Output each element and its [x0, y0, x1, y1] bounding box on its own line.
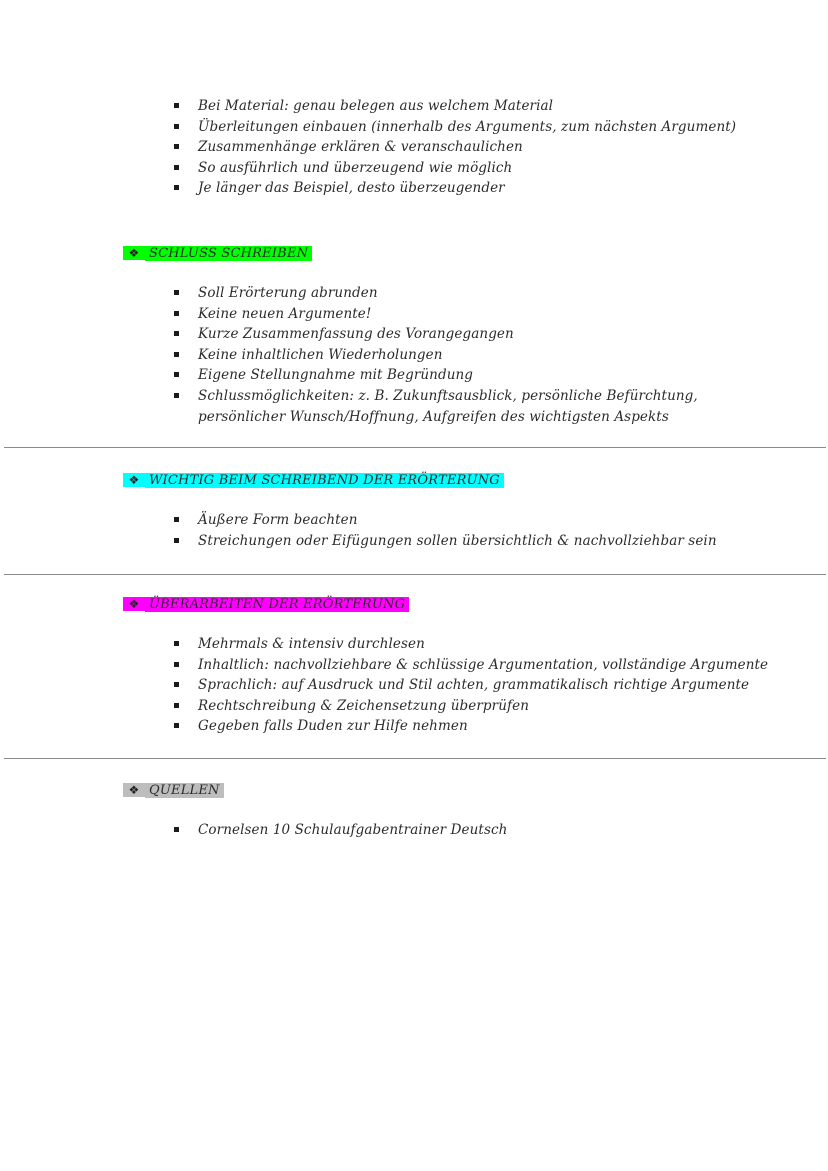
section-heading-schluss: ❖ SCHLUSS SCHREIBEN — [123, 242, 312, 264]
square-bullet-icon — [174, 641, 179, 646]
list-item: Rechtschreibung & Zeichensetzung überprüfen — [174, 696, 794, 717]
intro-bullet-list — [174, 96, 794, 199]
section-bullet-list — [174, 510, 794, 551]
list-item: Streichungen oder Eifügungen sollen übersichtlich & nachvollziehbar sein — [174, 531, 794, 552]
section-bullet-list — [174, 634, 794, 737]
list-item: Bei Material: genau belegen aus welchem Material — [174, 96, 794, 117]
list-item: Inhaltlich: nachvollziehbare & schlüssige Argumentation, vollständige Argumente — [174, 655, 794, 676]
square-bullet-icon — [174, 827, 179, 832]
square-bullet-icon — [174, 311, 179, 316]
list-item: Kurze Zusammenfassung des Vorangegangen — [174, 324, 794, 345]
list-item: Schlussmöglichkeiten: z. B. Zukunftsausblick, persönliche Befürchtung, — [174, 386, 794, 407]
list-item: Keine neuen Argumente! — [174, 304, 794, 325]
section-heading-ueberarbeiten: ❖ ÜBERARBEITEN DER ERÖRTERUNG — [123, 593, 409, 615]
list-item: Keine inhaltlichen Wiederholungen — [174, 345, 794, 366]
section-bullet-list — [174, 283, 794, 427]
list-item-continuation: persönlicher Wunsch/Hoffnung, Aufgreifen des wichtigsten Aspekts — [198, 408, 669, 425]
list-item: So ausführlich und überzeugend wie möglich — [174, 158, 794, 179]
square-bullet-icon — [174, 372, 179, 377]
square-bullet-icon — [174, 124, 179, 129]
list-item: Sprachlich: auf Ausdruck und Stil achten, grammatikalisch richtige Argumente — [174, 675, 794, 696]
section-heading-quellen: ❖ QUELLEN — [123, 779, 224, 801]
section-bullet-list — [174, 820, 794, 841]
list-item: Eigene Stellungnahme mit Begründung — [174, 365, 794, 386]
square-bullet-icon — [174, 682, 179, 687]
diamond-bullet-icon: ❖ — [123, 783, 145, 797]
square-bullet-icon — [174, 290, 179, 295]
diamond-bullet-icon: ❖ — [123, 597, 145, 611]
list-item: Cornelsen 10 Schulaufgabentrainer Deutsch — [174, 820, 794, 841]
list-item: Zusammenhänge erklären & veranschaulichen — [174, 137, 794, 158]
square-bullet-icon — [174, 185, 179, 190]
section-divider — [4, 447, 826, 448]
square-bullet-icon — [174, 723, 179, 728]
square-bullet-icon — [174, 103, 179, 108]
square-bullet-icon — [174, 662, 179, 667]
square-bullet-icon — [174, 393, 179, 398]
list-item: Äußere Form beachten — [174, 510, 794, 531]
square-bullet-icon — [174, 538, 179, 543]
section-heading-wichtig: ❖ WICHTIG BEIM SCHREIBEND DER ERÖRTERUNG — [123, 469, 504, 491]
square-bullet-icon — [174, 352, 179, 357]
diamond-bullet-icon: ❖ — [123, 473, 145, 487]
section-divider — [4, 758, 826, 759]
list-item: Mehrmals & intensiv durchlesen — [174, 634, 794, 655]
list-item: Je länger das Beispiel, desto überzeugender — [174, 178, 794, 199]
square-bullet-icon — [174, 331, 179, 336]
diamond-bullet-icon: ❖ — [123, 246, 145, 260]
list-item: Soll Erörterung abrunden — [174, 283, 794, 304]
section-divider — [4, 574, 826, 575]
square-bullet-icon — [174, 144, 179, 149]
list-item: Überleitungen einbauen (innerhalb des Arguments, zum nächsten Argument) — [174, 117, 794, 138]
list-item: Gegeben falls Duden zur Hilfe nehmen — [174, 716, 794, 737]
square-bullet-icon — [174, 517, 179, 522]
square-bullet-icon — [174, 703, 179, 708]
square-bullet-icon — [174, 165, 179, 170]
